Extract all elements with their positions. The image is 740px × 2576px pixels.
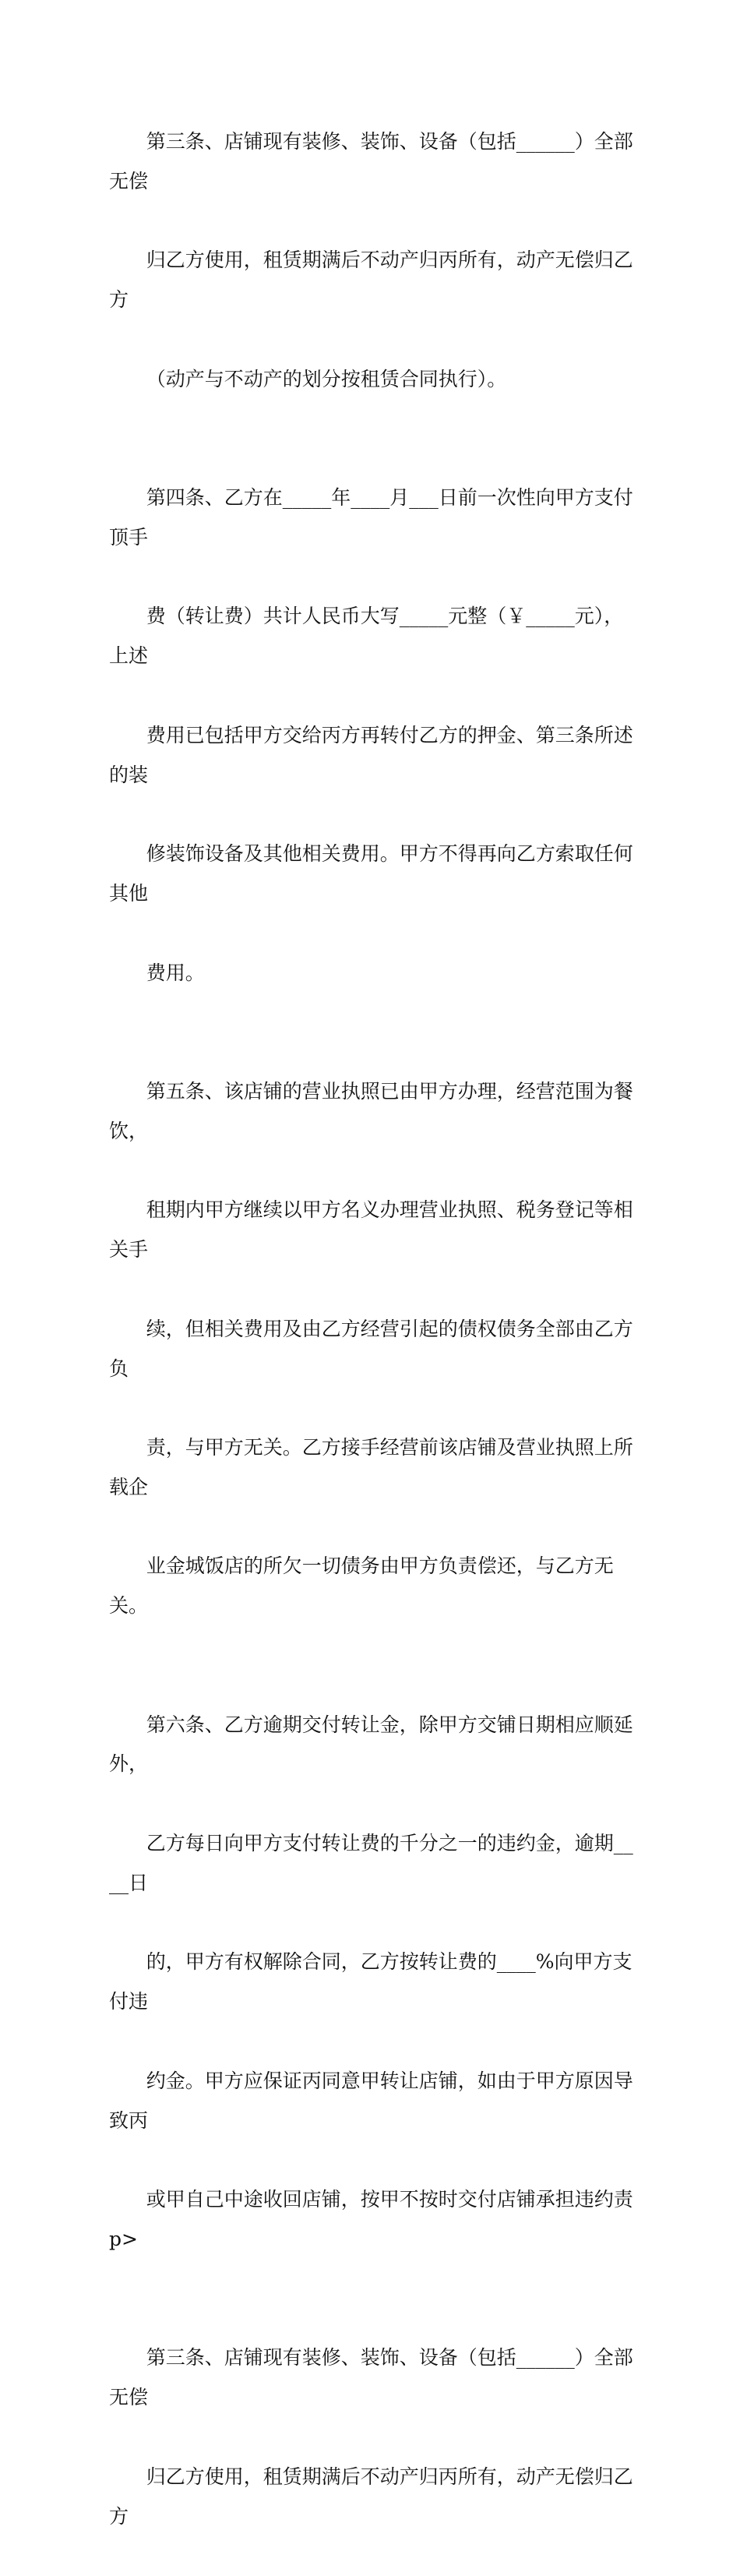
article-5-line-4: 责，与甲方无关。乙方接手经营前该店铺及营业执照上所载企 — [109, 1436, 633, 1498]
article-4-paragraph — [109, 439, 635, 1032]
article-4-line-5: 费用。 — [146, 961, 205, 984]
document-body — [109, 83, 640, 2576]
article-5-line-1: 第五条、该店铺的营业执照已由甲方办理，经营范围为餐饮， — [109, 1079, 633, 1142]
article-4-line-3: 费用已包括甲方交给丙方再转付乙方的押金、第三条所述的装 — [109, 723, 633, 786]
article-4-line-2: 费（转让费）共计人民币大写_____元整（￥_____元），上述 — [109, 605, 624, 668]
article-5-line-3: 续，但相关费用及由乙方经营引起的债权债务全部由乙方负 — [109, 1317, 633, 1380]
article-6-line-3: 的，甲方有权解除合同，乙方按转让费的____%向甲方支付违 — [109, 1950, 633, 2013]
article-6-paragraph — [109, 1666, 640, 2299]
article-6-line-2: 乙方每日向甲方支付转让费的千分之一的违约金，逾期____日 — [109, 1832, 633, 1894]
article-4-line-4: 修装饰设备及其他相关费用。甲方不得再向乙方索取任何其他 — [109, 842, 633, 905]
article-3-repeat-line-2: 归乙方使用，租赁期满后不动产归丙所有，动产无偿归乙方 — [109, 2465, 633, 2528]
article-5-paragraph — [109, 1032, 635, 1666]
article-3-line-2: 归乙方使用，租赁期满后不动产归丙所有，动产无偿归乙方 — [109, 249, 633, 311]
article-6-line-1: 第六条、乙方逾期交付转让金，除甲方交铺日期相应顺延外， — [109, 1713, 633, 1776]
article-6-line-4: 约金。甲方应保证丙同意甲转让店铺，如由于甲方原因导致丙 — [109, 2069, 633, 2132]
article-3-repeat-line-1: 第三条、店铺现有装修、装饰、设备（包括______）全部无偿 — [109, 2346, 633, 2409]
article-3-line-1: 第三条、店铺现有装修、装饰、设备（包括______）全部无偿 — [109, 129, 633, 192]
article-5-line-5: 业金城饭店的所欠一切债务由甲方负责偿还，与乙方无关。 — [109, 1554, 614, 1618]
article-6-line-5: 或甲自己中途收回店铺，按甲不按时交付店铺承担违约责 p> — [109, 2188, 640, 2251]
article-3-paragraph — [109, 83, 635, 439]
article-3-line-3: （动产与不动产的划分按租赁合同执行）。 — [146, 367, 507, 390]
article-4-line-1: 第四条、乙方在_____年____月___日前一次性向甲方支付顶手 — [109, 485, 633, 549]
article-3-repeat-paragraph — [109, 2299, 635, 2576]
article-5-line-2: 租期内甲方继续以甲方名义办理营业执照、税务登记等相关手 — [109, 1198, 633, 1262]
